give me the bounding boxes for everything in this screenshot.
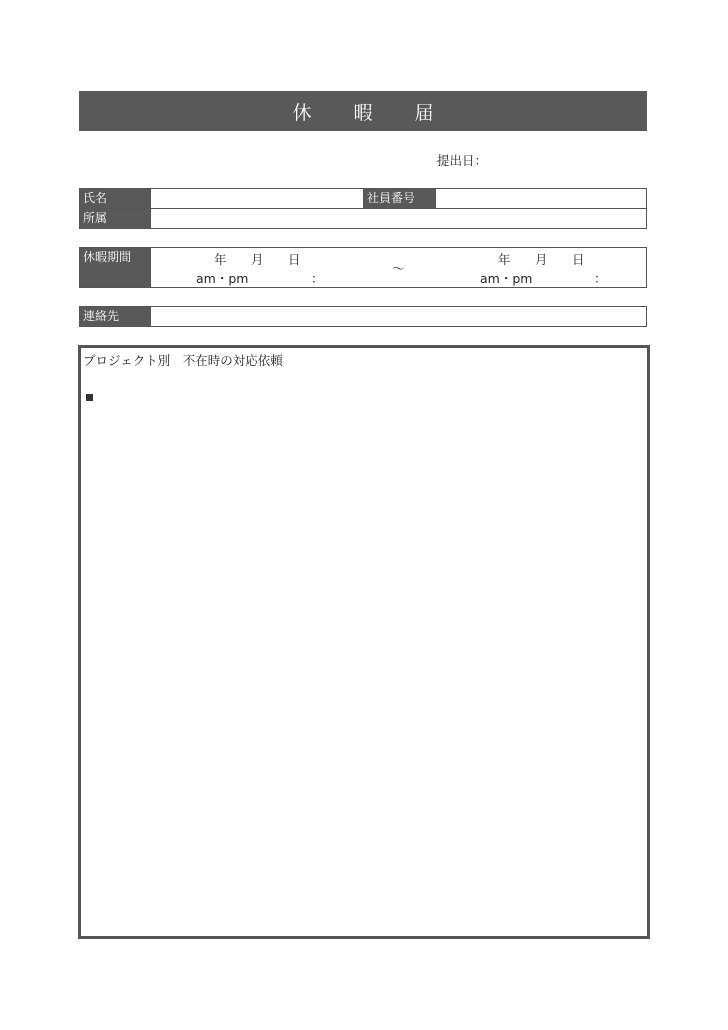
end-year-label: 年 [498,252,511,267]
start-month-label: 月 [251,252,264,267]
start-ampm-label: am・pm [196,271,249,286]
end-ampm-label: am・pm [480,271,533,286]
bullet-square-icon [86,394,93,401]
department-field[interactable] [150,209,646,228]
contact-field[interactable] [150,307,646,326]
contact-label: 連絡先 [80,307,150,326]
start-colon: ： [311,271,324,286]
period-label: 休暇期間 [80,248,150,287]
project-request-title: プロジェクト別 不在時の対応依頼 [83,353,283,368]
start-day-label: 日 [288,252,301,267]
end-month-label: 月 [535,252,548,267]
project-request-box[interactable] [78,345,650,939]
form-title: 休 暇 届 [79,91,647,131]
period-row [79,247,647,288]
department-row [79,208,647,229]
end-day-label: 日 [572,252,585,267]
end-colon: ： [594,271,607,286]
employee-id-field[interactable] [435,189,646,208]
name-field[interactable] [150,189,363,208]
period-field[interactable] [150,248,646,287]
name-row [79,188,647,209]
employee-id-label: 社員番号 [363,189,435,208]
contact-row [79,306,647,327]
name-label: 氏名 [80,189,150,208]
period-tilde: ～ [392,261,405,276]
start-year-label: 年 [214,252,227,267]
department-label: 所属 [80,209,150,228]
submit-date-label: 提出日： [437,153,488,168]
